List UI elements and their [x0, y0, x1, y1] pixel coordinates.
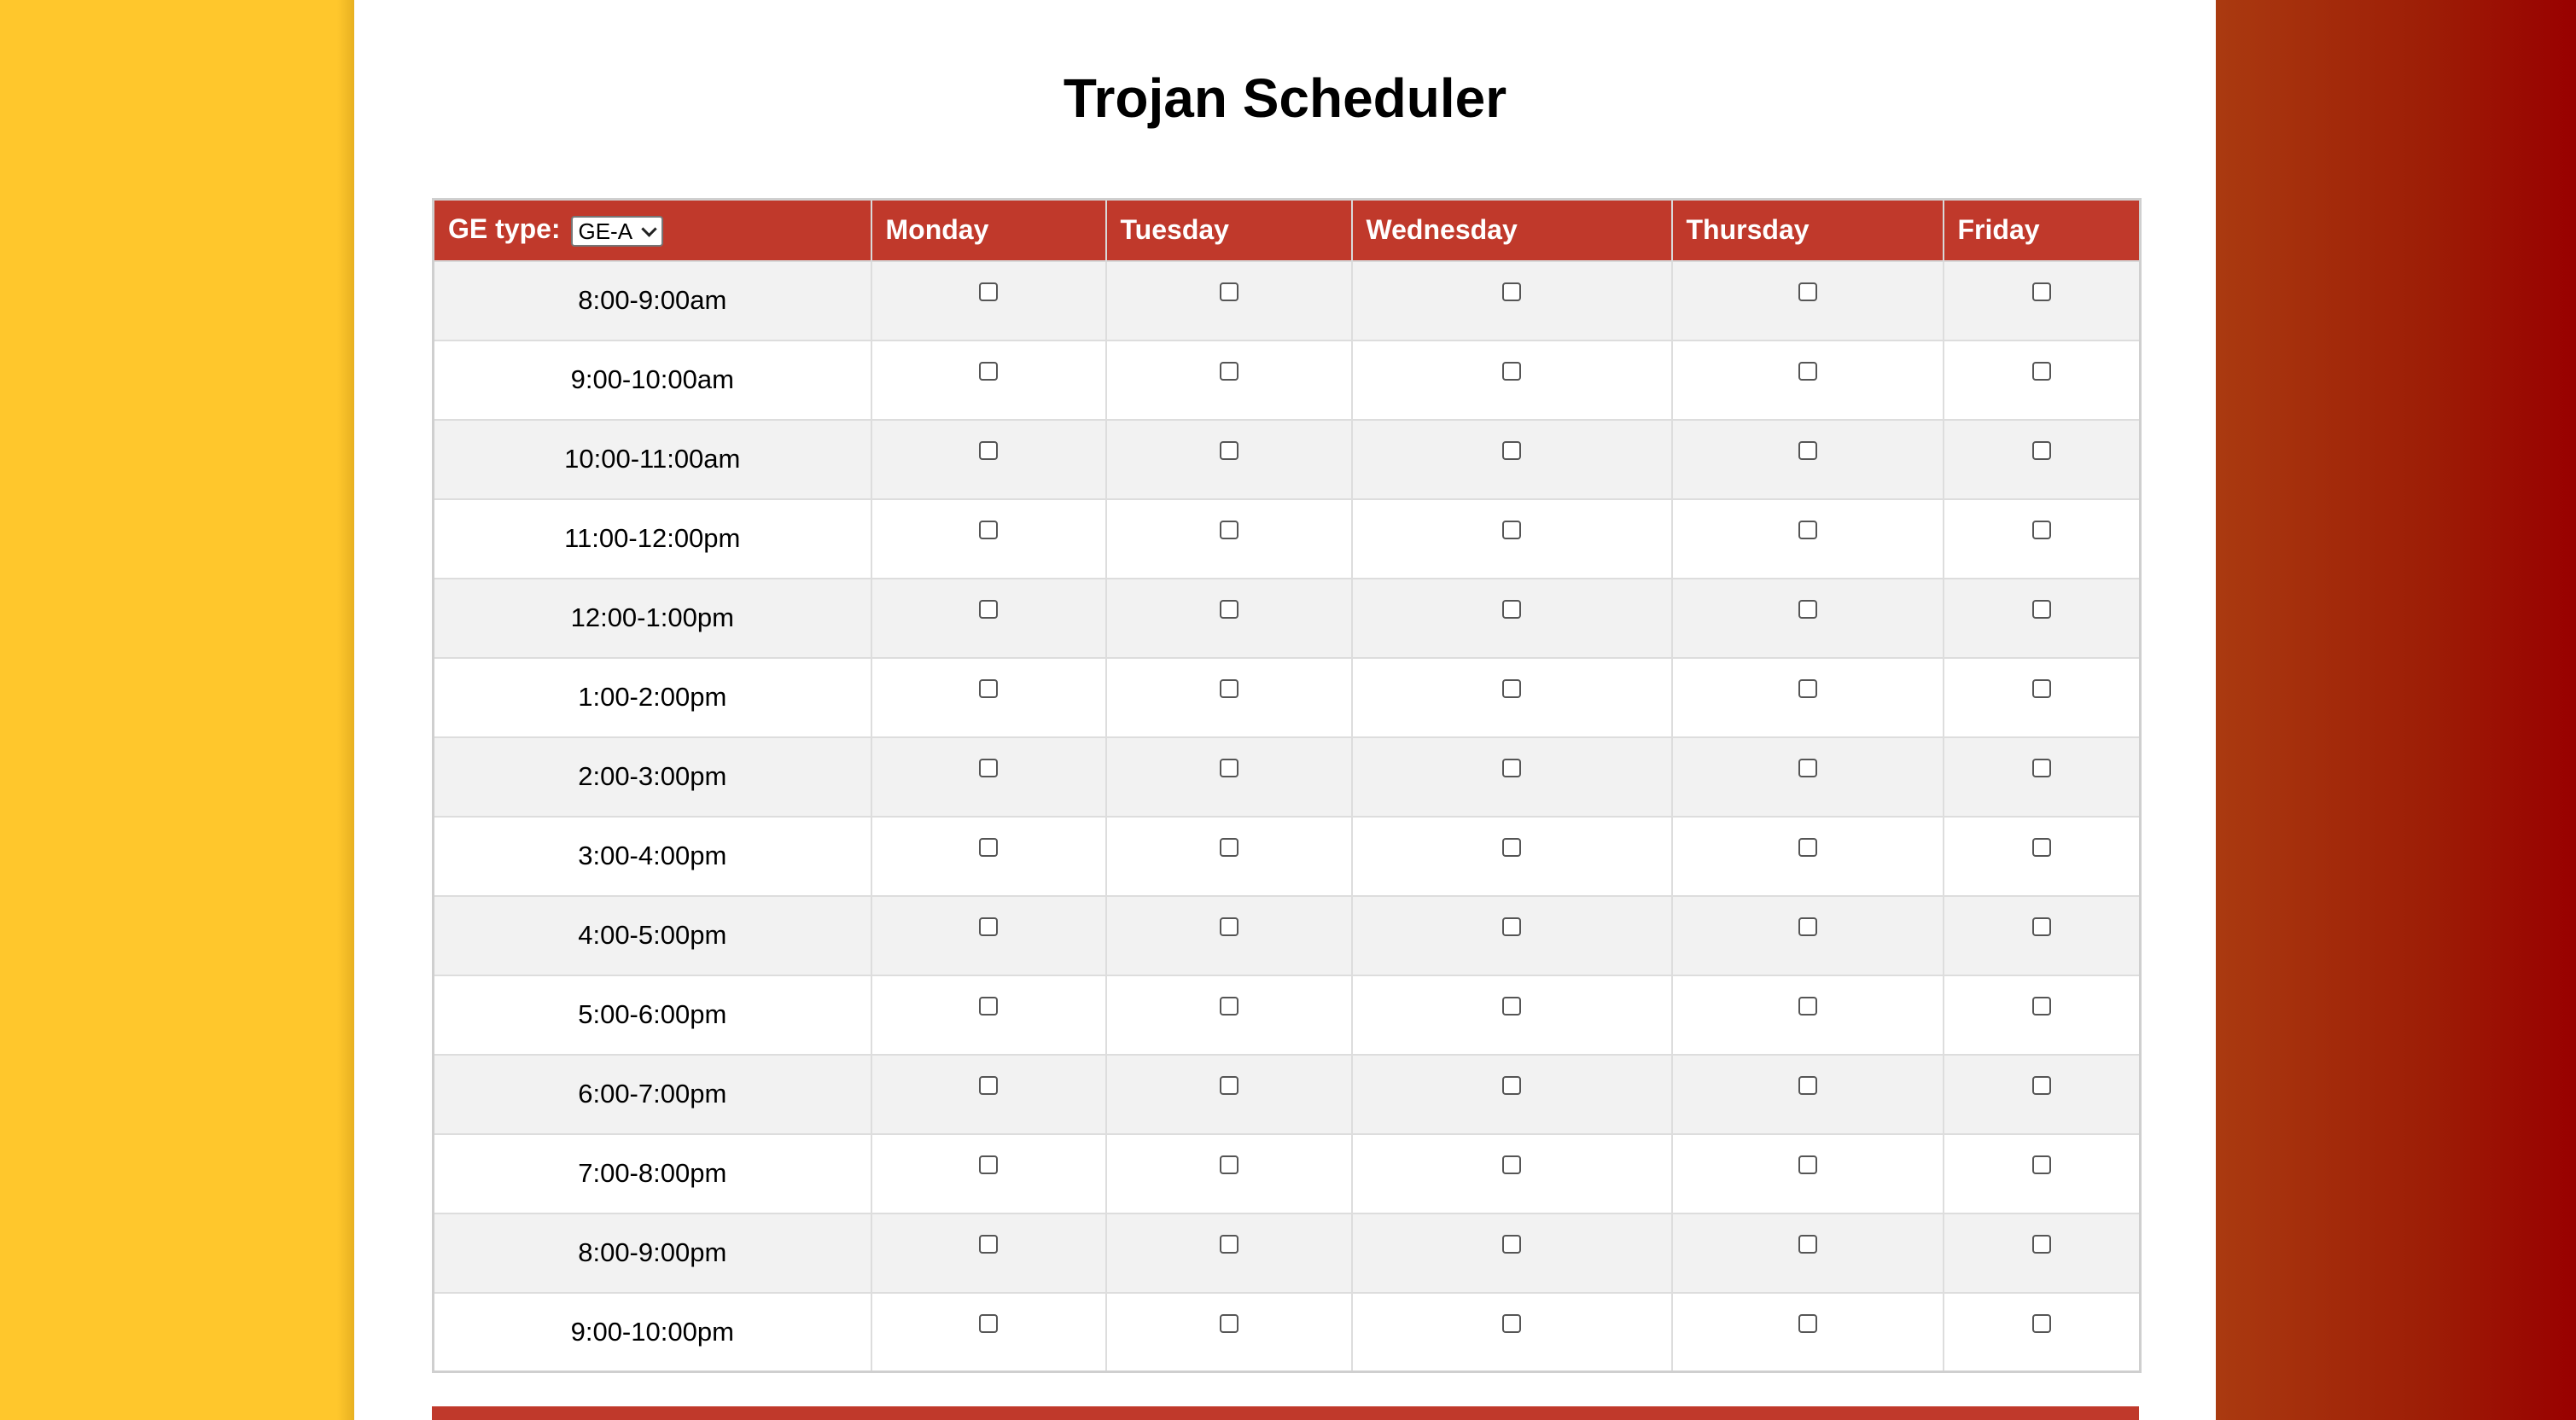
schedule-cell-tuesday — [1106, 737, 1352, 817]
chevron-down-icon — [641, 221, 656, 236]
schedule-cell-thursday — [1672, 340, 1944, 420]
availability-checkbox-thursday[interactable] — [1798, 679, 1817, 698]
schedule-row — [434, 737, 2141, 817]
time-slot-label: 11:00-12:00pm — [434, 499, 871, 579]
availability-checkbox-wednesday[interactable] — [1502, 362, 1521, 381]
availability-checkbox-thursday[interactable] — [1798, 1235, 1817, 1254]
availability-checkbox-friday[interactable] — [2032, 1314, 2051, 1333]
availability-checkbox-monday[interactable] — [979, 838, 998, 857]
availability-checkbox-friday[interactable] — [2032, 759, 2051, 777]
day-header-monday: Monday — [871, 200, 1106, 261]
time-slot-label: 1:00-2:00pm — [434, 658, 871, 737]
schedule-body — [434, 261, 2141, 1372]
availability-checkbox-thursday[interactable] — [1798, 282, 1817, 301]
schedule-row — [434, 420, 2141, 499]
schedule-cell-monday — [871, 1134, 1106, 1213]
schedule-cell-thursday — [1672, 658, 1944, 737]
day-header-tuesday: Tuesday — [1106, 200, 1352, 261]
availability-checkbox-tuesday[interactable] — [1220, 917, 1238, 936]
schedule-cell-tuesday — [1106, 1293, 1352, 1372]
availability-checkbox-monday[interactable] — [979, 362, 998, 381]
availability-checkbox-thursday[interactable] — [1798, 1155, 1817, 1174]
schedule-cell-wednesday — [1352, 1055, 1672, 1134]
availability-checkbox-monday[interactable] — [979, 600, 998, 619]
availability-checkbox-tuesday[interactable] — [1220, 838, 1238, 857]
schedule-cell-monday — [871, 896, 1106, 975]
schedule-cell-wednesday — [1352, 737, 1672, 817]
schedule-cell-friday — [1944, 896, 2141, 975]
availability-checkbox-monday[interactable] — [979, 679, 998, 698]
schedule-cell-monday — [871, 1293, 1106, 1372]
availability-checkbox-friday[interactable] — [2032, 917, 2051, 936]
time-slot-label: 8:00-9:00am — [434, 261, 871, 340]
schedule-cell-friday — [1944, 579, 2141, 658]
availability-checkbox-friday[interactable] — [2032, 521, 2051, 539]
schedule-cell-tuesday — [1106, 1134, 1352, 1213]
time-slot-label: 7:00-8:00pm — [434, 1134, 871, 1213]
schedule-cell-tuesday — [1106, 896, 1352, 975]
schedule-cell-monday — [871, 261, 1106, 340]
time-slot-label: 9:00-10:00pm — [434, 1293, 871, 1372]
main-card — [354, 0, 2216, 1420]
ge-type-select[interactable] — [571, 216, 663, 247]
availability-checkbox-thursday[interactable] — [1798, 441, 1817, 460]
schedule-cell-wednesday — [1352, 1293, 1672, 1372]
right-gradient-panel — [2216, 0, 2576, 1420]
ge-type-header — [434, 200, 871, 261]
schedule-row — [434, 261, 2141, 340]
schedule-cell-thursday — [1672, 896, 1944, 975]
schedule-cell-thursday — [1672, 1213, 1944, 1293]
schedule-cell-friday — [1944, 420, 2141, 499]
time-slot-label: 2:00-3:00pm — [434, 737, 871, 817]
availability-checkbox-wednesday[interactable] — [1502, 600, 1521, 619]
availability-checkbox-thursday[interactable] — [1798, 917, 1817, 936]
availability-checkbox-friday[interactable] — [2032, 282, 2051, 301]
availability-checkbox-friday[interactable] — [2032, 441, 2051, 460]
time-slot-label: 4:00-5:00pm — [434, 896, 871, 975]
day-header-wednesday: Wednesday — [1352, 200, 1672, 261]
schedule-cell-thursday — [1672, 817, 1944, 896]
time-slot-label: 3:00-4:00pm — [434, 817, 871, 896]
header-row — [434, 200, 2141, 261]
schedule-cell-tuesday — [1106, 420, 1352, 499]
availability-checkbox-monday[interactable] — [979, 997, 998, 1016]
schedule-cell-wednesday — [1352, 658, 1672, 737]
availability-checkbox-tuesday[interactable] — [1220, 1076, 1238, 1095]
availability-checkbox-thursday[interactable] — [1798, 1314, 1817, 1333]
schedule-cell-wednesday — [1352, 579, 1672, 658]
schedule-row — [434, 499, 2141, 579]
availability-checkbox-friday[interactable] — [2032, 362, 2051, 381]
schedule-cell-wednesday — [1352, 499, 1672, 579]
page-title: Trojan Scheduler — [1063, 67, 1507, 129]
schedule-row — [434, 1293, 2141, 1372]
time-slot-label: 5:00-6:00pm — [434, 975, 871, 1055]
time-slot-label: 8:00-9:00pm — [434, 1213, 871, 1293]
availability-checkbox-tuesday[interactable] — [1220, 759, 1238, 777]
availability-checkbox-thursday[interactable] — [1798, 362, 1817, 381]
availability-checkbox-monday[interactable] — [979, 1155, 998, 1174]
availability-checkbox-tuesday[interactable] — [1220, 997, 1238, 1016]
schedule-row — [434, 579, 2141, 658]
schedule-row — [434, 1134, 2141, 1213]
availability-checkbox-tuesday[interactable] — [1220, 600, 1238, 619]
schedule-cell-friday — [1944, 1213, 2141, 1293]
availability-checkbox-tuesday[interactable] — [1220, 362, 1238, 381]
schedule-cell-friday — [1944, 975, 2141, 1055]
schedule-cell-thursday — [1672, 1293, 1944, 1372]
availability-checkbox-friday[interactable] — [2032, 838, 2051, 857]
availability-checkbox-wednesday[interactable] — [1502, 997, 1521, 1016]
availability-checkbox-thursday[interactable] — [1798, 1076, 1817, 1095]
schedule-cell-tuesday — [1106, 1055, 1352, 1134]
availability-checkbox-monday[interactable] — [979, 282, 998, 301]
availability-checkbox-wednesday[interactable] — [1502, 1076, 1521, 1095]
availability-checkbox-monday[interactable] — [979, 917, 998, 936]
schedule-cell-tuesday — [1106, 1213, 1352, 1293]
schedule-cell-friday — [1944, 817, 2141, 896]
availability-checkbox-wednesday[interactable] — [1502, 441, 1521, 460]
schedule-cell-thursday — [1672, 420, 1944, 499]
availability-checkbox-thursday[interactable] — [1798, 600, 1817, 619]
schedule-cell-friday — [1944, 261, 2141, 340]
availability-checkbox-tuesday[interactable] — [1220, 441, 1238, 460]
schedule-cell-friday — [1944, 737, 2141, 817]
schedule-cell-wednesday — [1352, 817, 1672, 896]
schedule-cell-monday — [871, 420, 1106, 499]
schedule-cell-monday — [871, 579, 1106, 658]
schedule-row — [434, 975, 2141, 1055]
schedule-cell-wednesday — [1352, 896, 1672, 975]
availability-checkbox-wednesday[interactable] — [1502, 679, 1521, 698]
schedule-cell-friday — [1944, 1134, 2141, 1213]
availability-checkbox-wednesday[interactable] — [1502, 1235, 1521, 1254]
availability-checkbox-monday[interactable] — [979, 1076, 998, 1095]
availability-checkbox-tuesday[interactable] — [1220, 282, 1238, 301]
ge-type-label: GE type: — [448, 213, 561, 245]
schedule-cell-thursday — [1672, 499, 1944, 579]
schedule-cell-tuesday — [1106, 261, 1352, 340]
schedule-cell-tuesday — [1106, 975, 1352, 1055]
schedule-cell-wednesday — [1352, 1134, 1672, 1213]
availability-checkbox-friday[interactable] — [2032, 1155, 2051, 1174]
left-panel-shadow — [337, 0, 354, 1420]
schedule-cell-tuesday — [1106, 340, 1352, 420]
schedule-cell-thursday — [1672, 737, 1944, 817]
availability-checkbox-thursday[interactable] — [1798, 838, 1817, 857]
availability-checkbox-monday[interactable] — [979, 441, 998, 460]
schedule-cell-tuesday — [1106, 658, 1352, 737]
day-header-friday: Friday — [1944, 200, 2141, 261]
schedule-cell-wednesday — [1352, 975, 1672, 1055]
schedule-row — [434, 658, 2141, 737]
availability-checkbox-friday[interactable] — [2032, 1076, 2051, 1095]
schedule-cell-monday — [871, 340, 1106, 420]
schedule-cell-friday — [1944, 1055, 2141, 1134]
availability-checkbox-friday[interactable] — [2032, 997, 2051, 1016]
schedule-row — [434, 896, 2141, 975]
schedule-cell-monday — [871, 975, 1106, 1055]
availability-checkbox-monday[interactable] — [979, 1314, 998, 1333]
schedule-cell-wednesday — [1352, 420, 1672, 499]
schedule-cell-monday — [871, 817, 1106, 896]
schedule-cell-thursday — [1672, 975, 1944, 1055]
schedule-cell-tuesday — [1106, 579, 1352, 658]
availability-checkbox-tuesday[interactable] — [1220, 1155, 1238, 1174]
ge-type-selected-value: GE-A — [578, 218, 633, 245]
schedule-cell-thursday — [1672, 1134, 1944, 1213]
schedule-cell-friday — [1944, 658, 2141, 737]
submit-bar[interactable] — [432, 1406, 2139, 1420]
availability-checkbox-wednesday[interactable] — [1502, 521, 1521, 539]
day-header-thursday: Thursday — [1672, 200, 1944, 261]
schedule-cell-thursday — [1672, 1055, 1944, 1134]
schedule-row — [434, 1055, 2141, 1134]
availability-checkbox-monday[interactable] — [979, 521, 998, 539]
schedule-cell-monday — [871, 1213, 1106, 1293]
availability-checkbox-wednesday[interactable] — [1502, 917, 1521, 936]
schedule-row — [434, 817, 2141, 896]
schedule-cell-wednesday — [1352, 261, 1672, 340]
availability-checkbox-wednesday[interactable] — [1502, 838, 1521, 857]
schedule-cell-tuesday — [1106, 817, 1352, 896]
time-slot-label: 12:00-1:00pm — [434, 579, 871, 658]
availability-checkbox-wednesday[interactable] — [1502, 1314, 1521, 1333]
time-slot-label: 9:00-10:00am — [434, 340, 871, 420]
availability-checkbox-wednesday[interactable] — [1502, 282, 1521, 301]
schedule-cell-friday — [1944, 340, 2141, 420]
availability-checkbox-friday[interactable] — [2032, 679, 2051, 698]
schedule-cell-wednesday — [1352, 1213, 1672, 1293]
schedule-cell-monday — [871, 658, 1106, 737]
availability-checkbox-friday[interactable] — [2032, 1235, 2051, 1254]
availability-checkbox-monday[interactable] — [979, 1235, 998, 1254]
availability-checkbox-wednesday[interactable] — [1502, 759, 1521, 777]
availability-checkbox-thursday[interactable] — [1798, 997, 1817, 1016]
schedule-cell-thursday — [1672, 579, 1944, 658]
schedule-table — [432, 198, 2142, 1373]
schedule-cell-monday — [871, 499, 1106, 579]
schedule-cell-wednesday — [1352, 340, 1672, 420]
schedule-cell-monday — [871, 1055, 1106, 1134]
availability-checkbox-thursday[interactable] — [1798, 759, 1817, 777]
availability-checkbox-thursday[interactable] — [1798, 521, 1817, 539]
schedule-row — [434, 340, 2141, 420]
availability-checkbox-monday[interactable] — [979, 759, 998, 777]
schedule-cell-monday — [871, 737, 1106, 817]
availability-checkbox-tuesday[interactable] — [1220, 1314, 1238, 1333]
schedule-cell-friday — [1944, 499, 2141, 579]
schedule-row — [434, 1213, 2141, 1293]
availability-checkbox-tuesday[interactable] — [1220, 679, 1238, 698]
time-slot-label: 6:00-7:00pm — [434, 1055, 871, 1134]
time-slot-label: 10:00-11:00am — [434, 420, 871, 499]
availability-checkbox-wednesday[interactable] — [1502, 1155, 1521, 1174]
schedule-cell-thursday — [1672, 261, 1944, 340]
schedule-cell-tuesday — [1106, 499, 1352, 579]
availability-checkbox-tuesday[interactable] — [1220, 521, 1238, 539]
schedule-cell-friday — [1944, 1293, 2141, 1372]
availability-checkbox-tuesday[interactable] — [1220, 1235, 1238, 1254]
availability-checkbox-friday[interactable] — [2032, 600, 2051, 619]
